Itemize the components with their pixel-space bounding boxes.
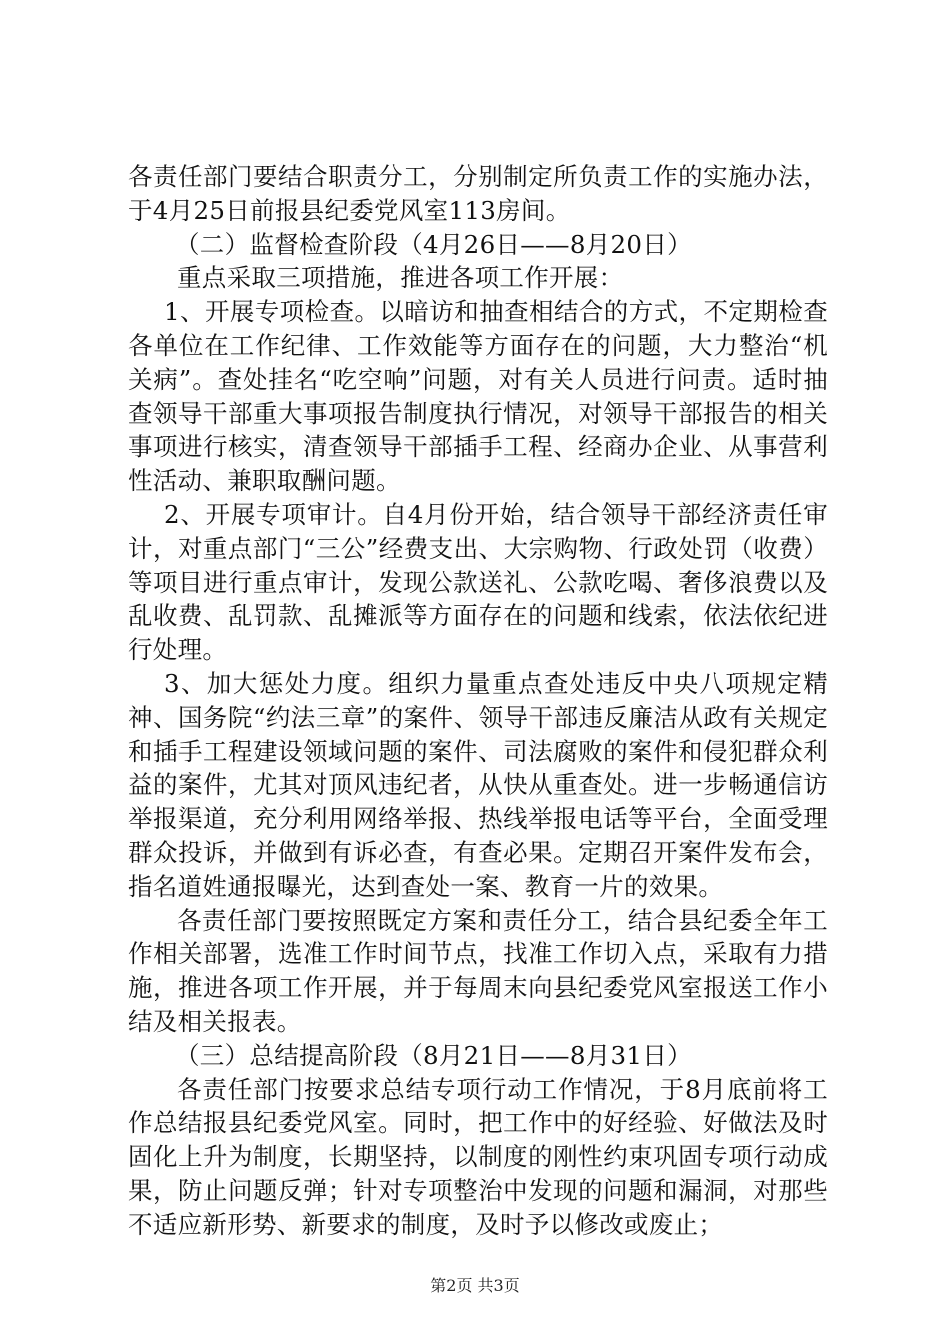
- paragraph-weekly-report: 各责任部门要按照既定方案和责任分工，结合县纪委全年工作相关部署，选准工作时间节点，找准工作切入点，采取有力措施，推进各项工作开展，并于每周末向县纪委党风室报送工作小结及相关报表。: [128, 905, 828, 1036]
- paragraph-summary-work: 各责任部门按要求总结专项行动工作情况，于8月底前将工作总结报县纪委党风室。同时，把工作中的好经验、好做法及时固化上升为制度，长期坚持，以制度的刚性约束巩固专项行动成果，防止问题反弹；针对专项整治中发现的问题和漏洞，对那些不适应新形势、新要求的制度，及时予以修改或废止；: [128, 1074, 828, 1239]
- document-body: [128, 160, 828, 1242]
- item-punishment: 3、加大惩处力度。组织力量重点查处违反中央八项规定精神、国务院“约法三章”的案件、领导干部违反廉洁从政有关规定和插手工程建设领域问题的案件、司法腐败的案件和侵犯群众利益的案件，尤其对顶风违纪者，从快从重查处。进一步畅通信访举报渠道，充分利用网络举报、热线举报电话等平台，全面受理群众投诉，并做到有诉必查，有查必果。定期召开案件发布会，指名道姓通报曝光，达到查处一案、教育一片的效果。: [128, 668, 828, 901]
- item-special-audit: 2、开展专项审计。自4月份开始，结合领导干部经济责任审计，对重点部门“三公”经费支出、大宗购物、行政处罚（收费）等项目进行重点审计，发现公款送礼、公款吃喝、奢侈浪费以及乱收费、乱罚款、乱摊派等方面存在的问题和线索，依法依纪进行处理。: [128, 499, 828, 665]
- item-special-inspection: 1、开展专项检查。以暗访和抽查相结合的方式，不定期检查各单位在工作纪律、工作效能等方面存在的问题，大力整治“机关病”。查处挂名“吃空响”问题，对有关人员进行问责。适时抽查领导干部重大事项报告制度执行情况，对领导干部报告的相关事项进行核实，清查领导干部插手工程、经商办企业、从事营利性活动、兼职取酬问题。: [128, 297, 829, 496]
- heading-summary-stage: （三）总结提高阶段（8月21日——8月31日）: [175, 1040, 692, 1070]
- page-number-footer: 第2页 共3页: [430, 1276, 520, 1295]
- paragraph-three-measures: 重点采取三项措施，推进各项工作开展：: [177, 263, 624, 293]
- paragraph-submission-deadline: 各责任部门要结合职责分工，分别制定所负责工作的实施办法，于4月25日前报县纪委党风室113房间。: [128, 162, 828, 225]
- heading-supervision-stage: （二）监督检查阶段（4月26日——8月20日）: [175, 229, 692, 259]
